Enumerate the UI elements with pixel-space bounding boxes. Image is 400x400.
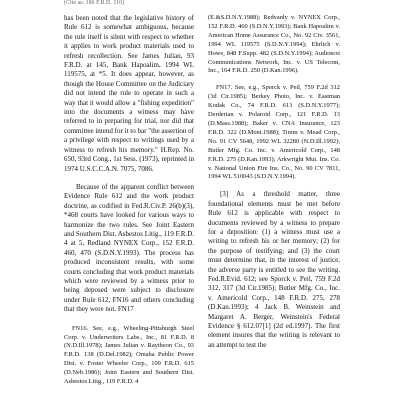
body-paragraph: has been noted that the legislative history of Rule 612 is somewhat ambiguous, because the rule itself is silent with respect to whether it applies to work product materials used to refresh recollection. See James Julian, 93 F.R.D. at 145, Bank Hapoalim, 1994 WL 119575, at *5. It does appear, however, as though the House Committee on the Judiciary did not intend the rule to operate in such a way that it would allow a "fishing expedition" into the documents a witness may have referred to in preparing for trial, nor did that committee intend for it to bar "the assertion of a privilege with respect to writings used by a witness to refresh his memory." H.Rep. No. 650, 93rd Cong., 1st Sess. (1973), reprinted in 1974 U.S.C.C.A.N. 7075, 7086.: [64, 14, 194, 173]
left-column: [64, 14, 194, 387]
right-column: [208, 14, 340, 350]
footnote-text: (E.&S.D.N.Y.1988); Redvanly v. NYNEX Corp., 152 F.R.D. 460 (S.D.N.Y.1993); Bank Hapoalim v. American Home Assurance Co., No. 92 Civ. 3561, 1994 WL 119575 (S.D.N.Y.1994); Ehrlich v. Howe, 848 F.Supp. 482 (S.D.N.Y.1994); Audiotext Communications Network, Inc. v. US Telecom, Inc., 164 F.R.D. 250 (D.Kan.1996).: [208, 14, 340, 75]
body-paragraph: Because of the apparent conflict between Evidence Rule 612 and the work product doctrine, as codified in Fed.R.Civ.P. 26(b)(3), *468 courts have looked for various ways to harmonize the two rules. See Joint Eastern and Southern Dist. Asbestos Litig., 119 F.R.D. 4 at 5, Redland NYNEX Corp., 152 F.R.D. 460, 470 (S.D.N.Y.1993). The process has produced inconsistent results, with some courts concluding that work product materials which were reviewed by a witness prior to being deposed were subject to disclosure under Rule 612, FN16 and others concluding that they were not. FN17: [64, 182, 194, 314]
running-header: (Cite as: 186 F.R.D. 110): [64, 0, 125, 6]
footnote-text: FN17. See, e.g., Sporck v. Peil, 759 F.2d 312 (3d Cir.1985); Berkey Photo, Inc. v. Eastman Kodak Co., 74 F.R.D. 613 (S.D.N.Y.1977); Derderian v. Polaroid Corp., 121 F.R.D. 13 (D.Mass.1988); Baker v. CNA Insurance, 123 F.R.D. 322 (D.Mont.1988); Timm v. Mead Corp., No. 91 CV 5648, 1992 WL 32280 (N.D.Ill.1992); Butler Mfg. Co. Inc. v. Americold Corp., 148 F.R.D. 275 (D.Kan.1993); Arkwright Mut. Ins. Co. v. National Union Fire Ins. Co., No. 90 CV 7811, 1994 WL 510043 (S.D.N.Y.1994).: [208, 84, 340, 181]
body-paragraph: [3] As a threshold matter, three foundational elements must be met before Rule 612 is applicable with respect to documents reviewed by a witness to prepare for a deposition: (1) a witness must use a writing to refresh his or her memory; (2) for the purpose of testifying; and (3) the court must determine that, in the interest of justice, the adverse party is entitled to see the writing. Fed.R.Evid. 612; see Sporck v. Peil, 759 F.2d 312, 317 (3d Cir.1985); Butler Mfg. Co., Inc. v. Americold Corp., 148 F.R.D. 275, 278 (D.Kan.1993); 4 Jack B. Weinstein and Margaret A. Berger, Weinstein's Federal Evidence § 612.07[1] (2d ed.1997). The first element insures that the writing is relevant to an attempt to test the: [208, 190, 340, 349]
footnote-16-continued: [208, 14, 340, 76]
footnote-17: [208, 84, 340, 182]
footnote-16: [64, 325, 194, 387]
footnote-text: FN16. See, e.g., Wheeling-Pittsburgh Steel Corp. v. Underwriters Labs., Inc., 81 F.R.D. 8 (N.D.Ill.1978); James Julian v. Raytheon Co., 93 F.R.D. 138 (D.Del.1982); Omaha Public Power Dist. v. Foster Wheeler Corp., 109 F.R.D. 615 (D.Neb.1986); Joint Eastern and Southern Dist. Asbestos Litig., 119 F.R.D. 4: [64, 324, 194, 386]
